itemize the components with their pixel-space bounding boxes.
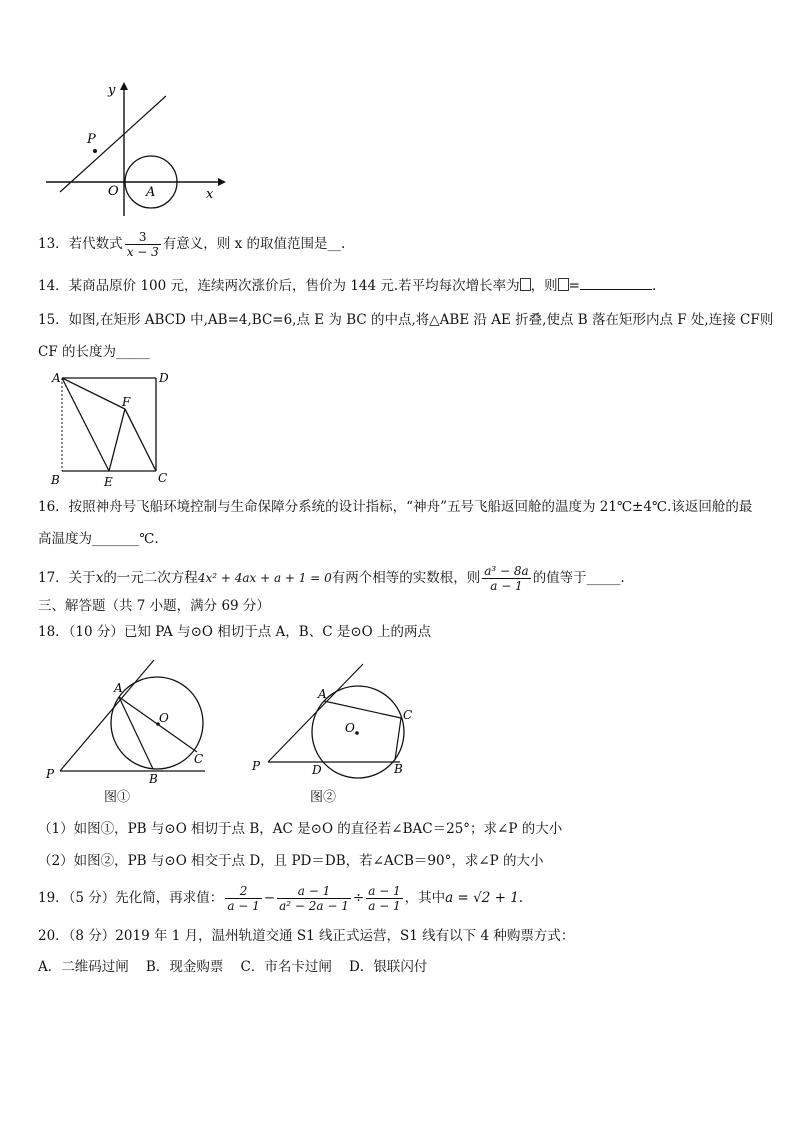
origin-label: O — [108, 184, 119, 199]
figure-1-caption: 图① — [104, 790, 131, 805]
q13-suffix: 有意义，则 x 的取值范围是__. — [162, 236, 346, 252]
x-axis-arrow-icon — [218, 178, 226, 186]
question-14: 14．某商品原价 100 元，连续两次涨价后，售价为 144 元.若平均每次增长率为 ，则 = . — [38, 275, 656, 296]
rectangle-figure — [46, 368, 176, 490]
answer-blank — [580, 275, 652, 290]
svg-text:E: E — [104, 475, 113, 489]
svg-text:C: C — [158, 471, 168, 485]
svg-text:C: C — [403, 708, 413, 722]
svg-text:A: A — [318, 687, 327, 701]
section-3-heading: 三、解答题（共 7 小题，满分 69 分） — [38, 598, 270, 614]
svg-text:A: A — [52, 371, 61, 385]
question-18-title: 18．（10 分）已知 PA 与⊙O 相切于点 A，B、C 是⊙O 上的两点 — [38, 624, 431, 640]
p-label: P — [87, 132, 96, 147]
coordinate-figure — [40, 78, 230, 220]
question-15-line1: 15．如图,在矩形 ABCD 中,AB=4,BC=6,点 E 为 BC 的中点,将△ABE 沿 AE 折叠,使点 B 落在矩形内点 F 处,连接 CF则 — [38, 312, 774, 328]
placeholder-box-icon — [558, 278, 569, 291]
circle-figure-1 — [40, 652, 220, 806]
x-label: x — [206, 187, 214, 202]
svg-text:P: P — [46, 767, 55, 781]
y-axis-arrow-icon — [120, 82, 128, 90]
svg-text:B: B — [394, 762, 403, 776]
question-18-part1: （1）如图①，PB 与⊙O 相切于点 B，AC 是⊙O 的直径若∠BAC＝25°；求∠P 的大小 — [38, 821, 563, 837]
question-18-part2: （2）如图②，PB 与⊙O 相交于点 D，且 PD＝DB，若∠ACB＝90°，求∠P 的大小 — [38, 853, 544, 869]
q13-prefix: 13．若代数式 — [38, 236, 123, 252]
question-16-line2: 高温度为_______℃. — [38, 531, 159, 547]
svg-text:D: D — [159, 371, 169, 385]
svg-text:B: B — [51, 473, 60, 487]
question-20-line1: 20．（8 分）2019 年 1 月，温州轨道交通 S1 线正式运营，S1 线有以下 4 种购票方式： — [38, 928, 575, 944]
svg-text:O: O — [345, 721, 355, 735]
question-19: 19．（5 分）先化简，再求值： $\frac{2}{a - 1}$ − $\frac{a - 1}{\text{a² − 2a − 1}}$ ÷ $\frac{a - 1}{a - 1}$ ，其中a = √2 + 1. — [38, 884, 524, 913]
svg-text:O: O — [159, 711, 169, 725]
q17-fraction: $\frac{\text{a³ − 8a}}{a - 1}$ — [484, 564, 529, 593]
q13-fraction: $\frac{3}{x - 3}$ — [126, 230, 159, 259]
question-13 — [38, 230, 345, 259]
svg-text:A: A — [114, 681, 123, 695]
placeholder-box-icon — [520, 278, 531, 291]
svg-text:D: D — [312, 763, 322, 777]
svg-text:B: B — [149, 772, 158, 786]
y-label: y — [108, 83, 116, 98]
line-through-p — [60, 96, 166, 192]
a-label: A — [146, 185, 156, 200]
svg-text:P: P — [252, 759, 261, 773]
question-16-line1: 16．按照神舟号飞船环境控制与生命保障分系统的设计指标，“神舟”五号飞船返回舱的温度为 21℃±4℃.该返回舱的最 — [38, 499, 753, 515]
svg-text:F: F — [122, 395, 131, 409]
question-17: 17．关于x的一元二次方程4x² + 4ax + a + 1 = 0有两个相等的实数根，则 $\frac{\text{a³ − 8a}}{a - 1}$ 的值等于_____. — [38, 564, 625, 593]
question-15-line2: CF 的长度为_____ — [38, 344, 150, 360]
circle-figure-2 — [248, 652, 428, 806]
figure-2-caption: 图② — [310, 790, 337, 805]
svg-text:C: C — [194, 752, 204, 766]
point-p — [93, 149, 97, 153]
question-20-options: A．二维码过闸 B．现金购票 C．市名卡过闸 D．银联闪付 — [38, 959, 428, 975]
